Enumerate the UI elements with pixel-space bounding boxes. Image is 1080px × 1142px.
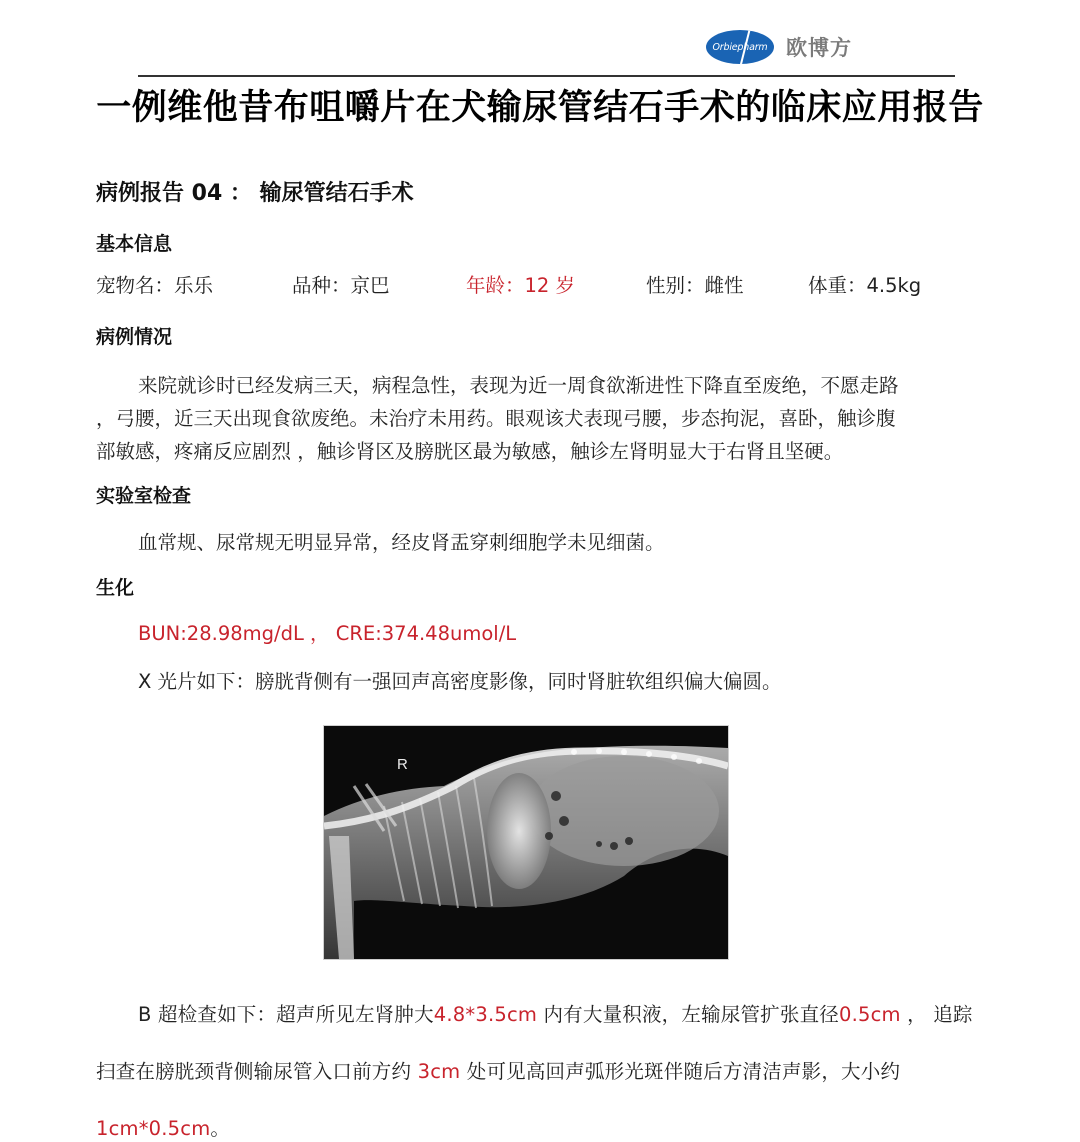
orbiepharm-logo-icon: [706, 30, 774, 64]
age: 年龄：12 岁: [466, 274, 576, 297]
xray-caption: X 光片如下：膀胱背侧有一强回声高密度影像，同时肾脏软组织偏大偏圆。: [138, 670, 782, 693]
section-heading-basic-info: 基本信息: [96, 233, 173, 255]
history-line-1: 来院就诊时已经发病三天，病程急性，表现为近一周食欲渐进性下降直至废绝，不愿走路: [138, 374, 899, 397]
breed: 品种：京巴: [292, 274, 390, 297]
us-text: 处可见高回声弧形光斑伴随后方清洁声影，大小约: [460, 1060, 901, 1083]
xray-image: [323, 725, 729, 960]
ureter-diameter: 0.5cm: [838, 1003, 901, 1026]
document-title: 一例维他昔布咀嚼片在犬输尿管结石手术的临床应用报告: [96, 88, 984, 128]
xray-side-marker: R: [397, 756, 408, 773]
ultrasound-line-1: [138, 999, 973, 1027]
ultrasound-line-2: [96, 1056, 900, 1084]
lab-text: 血常规、尿常规无明显异常，经皮肾盂穿刺细胞学未见细菌。: [138, 531, 665, 554]
brand-name: 欧博方: [786, 36, 852, 60]
history-line-2: ，弓腰，近三天出现食欲废绝。未治疗未用药。眼观该犬表现弓腰，步态拘泥，喜卧，触诊腹: [96, 407, 896, 430]
us-text: 。: [210, 1117, 231, 1140]
pet-name: 宠物名：乐乐: [96, 274, 214, 297]
us-text: B 超检查如下：超声所见左肾肿大: [138, 1003, 434, 1026]
brand-header: [706, 30, 852, 64]
ultrasound-line-3: [96, 1113, 230, 1141]
xray-graphic: [324, 726, 728, 959]
basic-info-row: [96, 270, 976, 298]
case-title: 病例报告 04 ： 输尿管结石手术: [96, 181, 414, 206]
stone-size: 1cm*0.5cm: [96, 1117, 211, 1140]
logo-text: Orbiepharm: [712, 41, 768, 53]
us-text: ， 追踪: [900, 1003, 973, 1026]
header-divider: [138, 75, 955, 77]
kidney-size: 4.8*3.5cm: [433, 1003, 538, 1026]
section-heading-history: 病例情况: [96, 326, 173, 348]
history-line-3: 部敏感，疼痛反应剧烈 ，触诊肾区及膀胱区最为敏感，触诊左肾明显大于右肾且坚硬。: [96, 440, 844, 463]
us-text: 内有大量积液，左输尿管扩张直径: [537, 1003, 839, 1026]
sex: 性别：雌性: [646, 274, 744, 297]
stone-distance: 3cm: [417, 1060, 461, 1083]
us-text: 扫查在膀胱颈背侧输尿管入口前方约: [96, 1060, 418, 1083]
weight: 体重：4.5kg: [808, 274, 922, 297]
section-heading-lab: 实验室检查: [96, 485, 192, 507]
biochem-values: BUN:28.98mg/dL ， CRE:374.48umol/L: [138, 622, 517, 645]
section-heading-biochem: 生化: [96, 577, 135, 599]
